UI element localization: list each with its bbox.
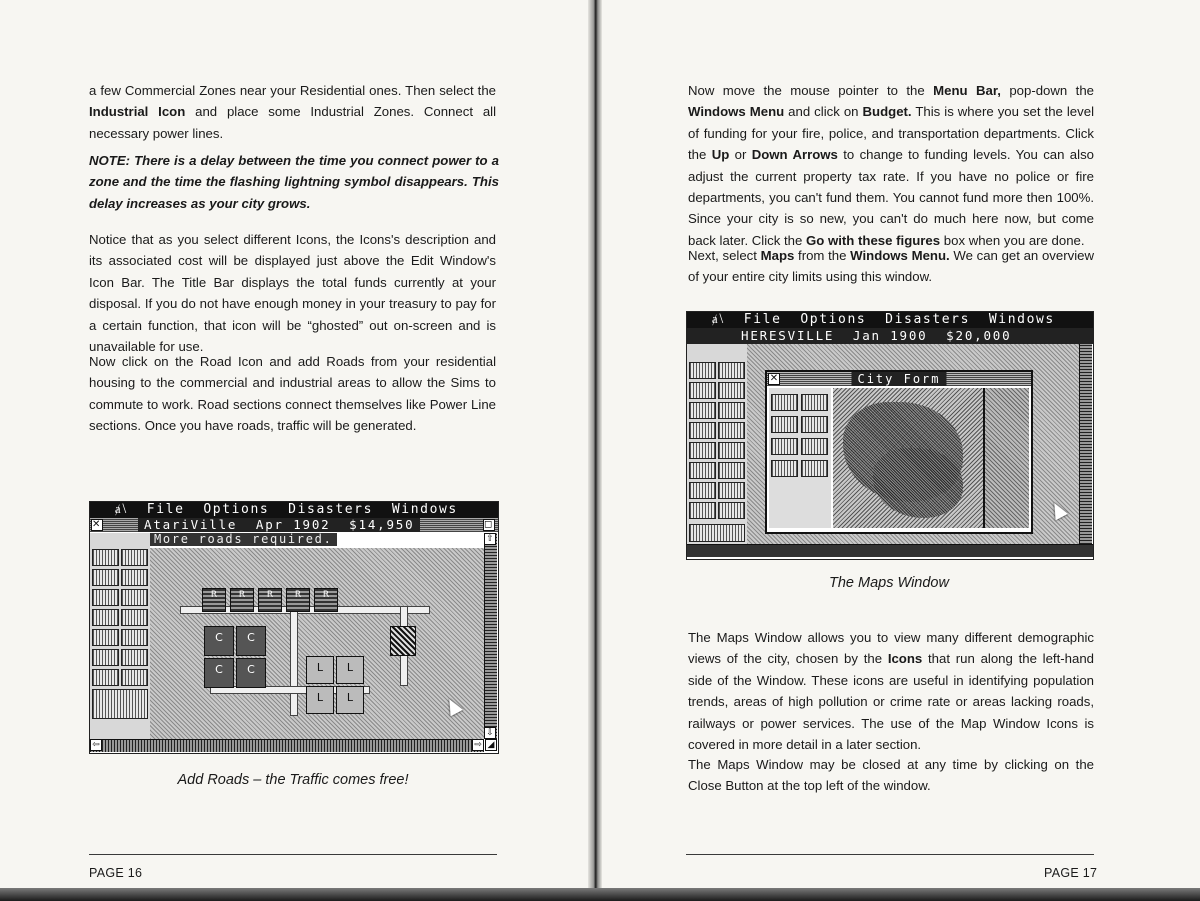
vertical-scrollbar [1079,344,1092,544]
map-side-panel [983,388,1029,528]
right-paragraph-2: Next, select Maps from the Windows Menu. We can get an overview of your entire city limits using this window. [688,248,1094,285]
tool-icon [92,669,119,686]
title-bar [687,328,1093,344]
left-paragraph-2: Notice that as you select different Icons, the Icons's description and its associated cost will be displayed just above the Edit Window's Icon Bar. The Title Bar displays the total funds currently at your disposal. If you do not have enough money in your treasury to pay for a certain function, that icon will be “ghosted” out on-screen and is unavailable for use. [89,232,496,355]
industrial-zone: L [306,656,334,684]
bottom-edge-shadow [0,888,1200,901]
tool-icon [689,502,716,519]
map-view-icon[interactable] [801,460,828,477]
map-view-icon[interactable] [801,438,828,455]
tool-icon [121,609,148,626]
industrial-zone: L [306,686,334,714]
left-note: NOTE: There is a delay between the time you connect power to a zone and the time the flashing lightning symbol disappears. This delay increases as your city grows. [89,153,499,211]
scroll-left-icon: ⇦ [90,739,102,751]
map-view-icon[interactable] [771,460,798,477]
tool-icon [718,442,745,459]
menu-bar: ⱥ⧵ File Options Disasters Windows [90,502,498,518]
tool-icon [718,402,745,419]
left-paragraph-3: Now click on the Road Icon and add Roads from your residential housing to the commercial and industrial areas to allow the Sims to commute to work. Road sections connect themselves like Power Line sections. Once you have roads, traffic will be generated. [89,354,496,434]
industrial-zone: L [336,656,364,684]
map-view-icon[interactable] [771,416,798,433]
tool-icon [689,362,716,379]
tool-icon [689,482,716,499]
atariville-screenshot [89,501,499,754]
commercial-zone: C [236,626,266,656]
status-message: More roads required. [150,533,337,546]
scroll-up-icon: ⇧ [484,533,496,545]
map-view-icon[interactable] [771,394,798,411]
commercial-zone: C [204,658,234,688]
map-view-icon[interactable] [801,394,828,411]
vertical-scrollbar [484,533,497,739]
right-page [596,0,1200,901]
tool-icon [718,462,745,479]
tool-preview-icon [92,689,148,719]
maps-window [765,370,1033,534]
maps-window-title-bar [767,372,1031,386]
tool-icon [689,442,716,459]
industrial-zone: L [336,686,364,714]
commercial-zone: C [204,626,234,656]
right-paragraph-3: The Maps Window allows you to view many different demographic views of the city, chosen by the Icons that run along the left-hand side of the Window. These icons are useful in identifying population trends, areas of high pollution or crime rate or areas lacking roads, railways or power services. The use of the Map Window Icons is covered in more detail in a later section. [688,630,1094,753]
right-paragraph-4: The Maps Window may be closed at any time by clicking on the Close Button at the top left of the window. [688,757,1094,794]
left-page [0,0,594,901]
resize-icon: ◢ [485,739,497,751]
residential-zone: R [286,588,310,612]
horizontal-scrollbar [687,544,1093,557]
scroll-right-icon: ⇨ [472,739,484,751]
tool-icon-bar [90,533,150,739]
scroll-down-icon: ⇩ [484,727,496,739]
tool-icon [718,422,745,439]
maps-window-title: City Form [851,372,946,386]
power-plant [390,626,416,656]
tool-icon [121,589,148,606]
tool-icon [689,462,716,479]
tool-icon [121,669,148,686]
fuller-icon: ◻ [484,519,495,530]
city-landmass [873,448,963,518]
horizontal-scrollbar [90,739,484,752]
tool-icon [718,482,745,499]
menu-bar: ⱥ⧵ File Options Disasters Windows [687,312,1093,328]
mouse-pointer-icon [443,696,463,717]
tool-icon [92,609,119,626]
left-figure-caption: Add Roads – the Traffic comes free! [177,772,409,788]
city-map-area [150,548,484,739]
book-spine [588,0,602,901]
tool-icon [92,649,119,666]
residential-zone: R [230,588,254,612]
city-overview-map [833,388,983,528]
tool-icon-bar [687,344,747,544]
tool-icon [718,362,745,379]
tool-preview-icon [689,524,745,542]
close-icon: ✕ [92,519,103,530]
map-icon-bar [769,388,831,528]
map-view-icon[interactable] [771,438,798,455]
tool-icon [92,629,119,646]
left-paragraph-1: a few Commercial Zones near your Residential ones. Then select the Industrial Icon and place some Industrial Zones. Connect all necessary power lines. [89,83,497,141]
left-page-number: PAGE 16 [89,866,143,880]
tool-icon [718,502,745,519]
tool-icon [121,549,148,566]
right-paragraph-1: Now move the mouse pointer to the Menu Bar, pop-down the Windows Menu and click on Budget. This is where you set the level of funding for your fire, police, and transportation departments. Click the Up or Down Arrows to change to funding levels. You can also adjust the current property tax rate. If you have no police or fire departments, you can't fund them. You cannot fund more then 100%. Since your city is so new, you can't do much here now, but come back later. Click the Go with these figures box when you are done. [688,83,1095,248]
tool-icon [121,649,148,666]
map-view-icon[interactable] [801,416,828,433]
right-page-number: PAGE 17 [1044,866,1098,880]
window-title: HERESVILLE Jan 1900 $20,000 [735,328,1017,344]
tool-icon [689,382,716,399]
maps-close-icon[interactable]: ✕ [769,373,779,384]
tool-icon [92,589,119,606]
tool-icon [689,422,716,439]
window-title: AtariVille Apr 1902 $14,950 [138,518,420,532]
title-bar [90,518,498,532]
tool-icon [121,569,148,586]
residential-zone: R [202,588,226,612]
footer-rule [686,854,1094,855]
tool-icon [92,549,119,566]
residential-zone: R [258,588,282,612]
footer-rule [89,854,497,855]
tool-icon [689,402,716,419]
road [290,606,298,716]
heresville-screenshot [686,311,1094,560]
tool-icon [718,382,745,399]
residential-zone: R [314,588,338,612]
right-figure-caption: The Maps Window [829,575,949,591]
tool-icon [121,629,148,646]
tool-icon [92,569,119,586]
commercial-zone: C [236,658,266,688]
